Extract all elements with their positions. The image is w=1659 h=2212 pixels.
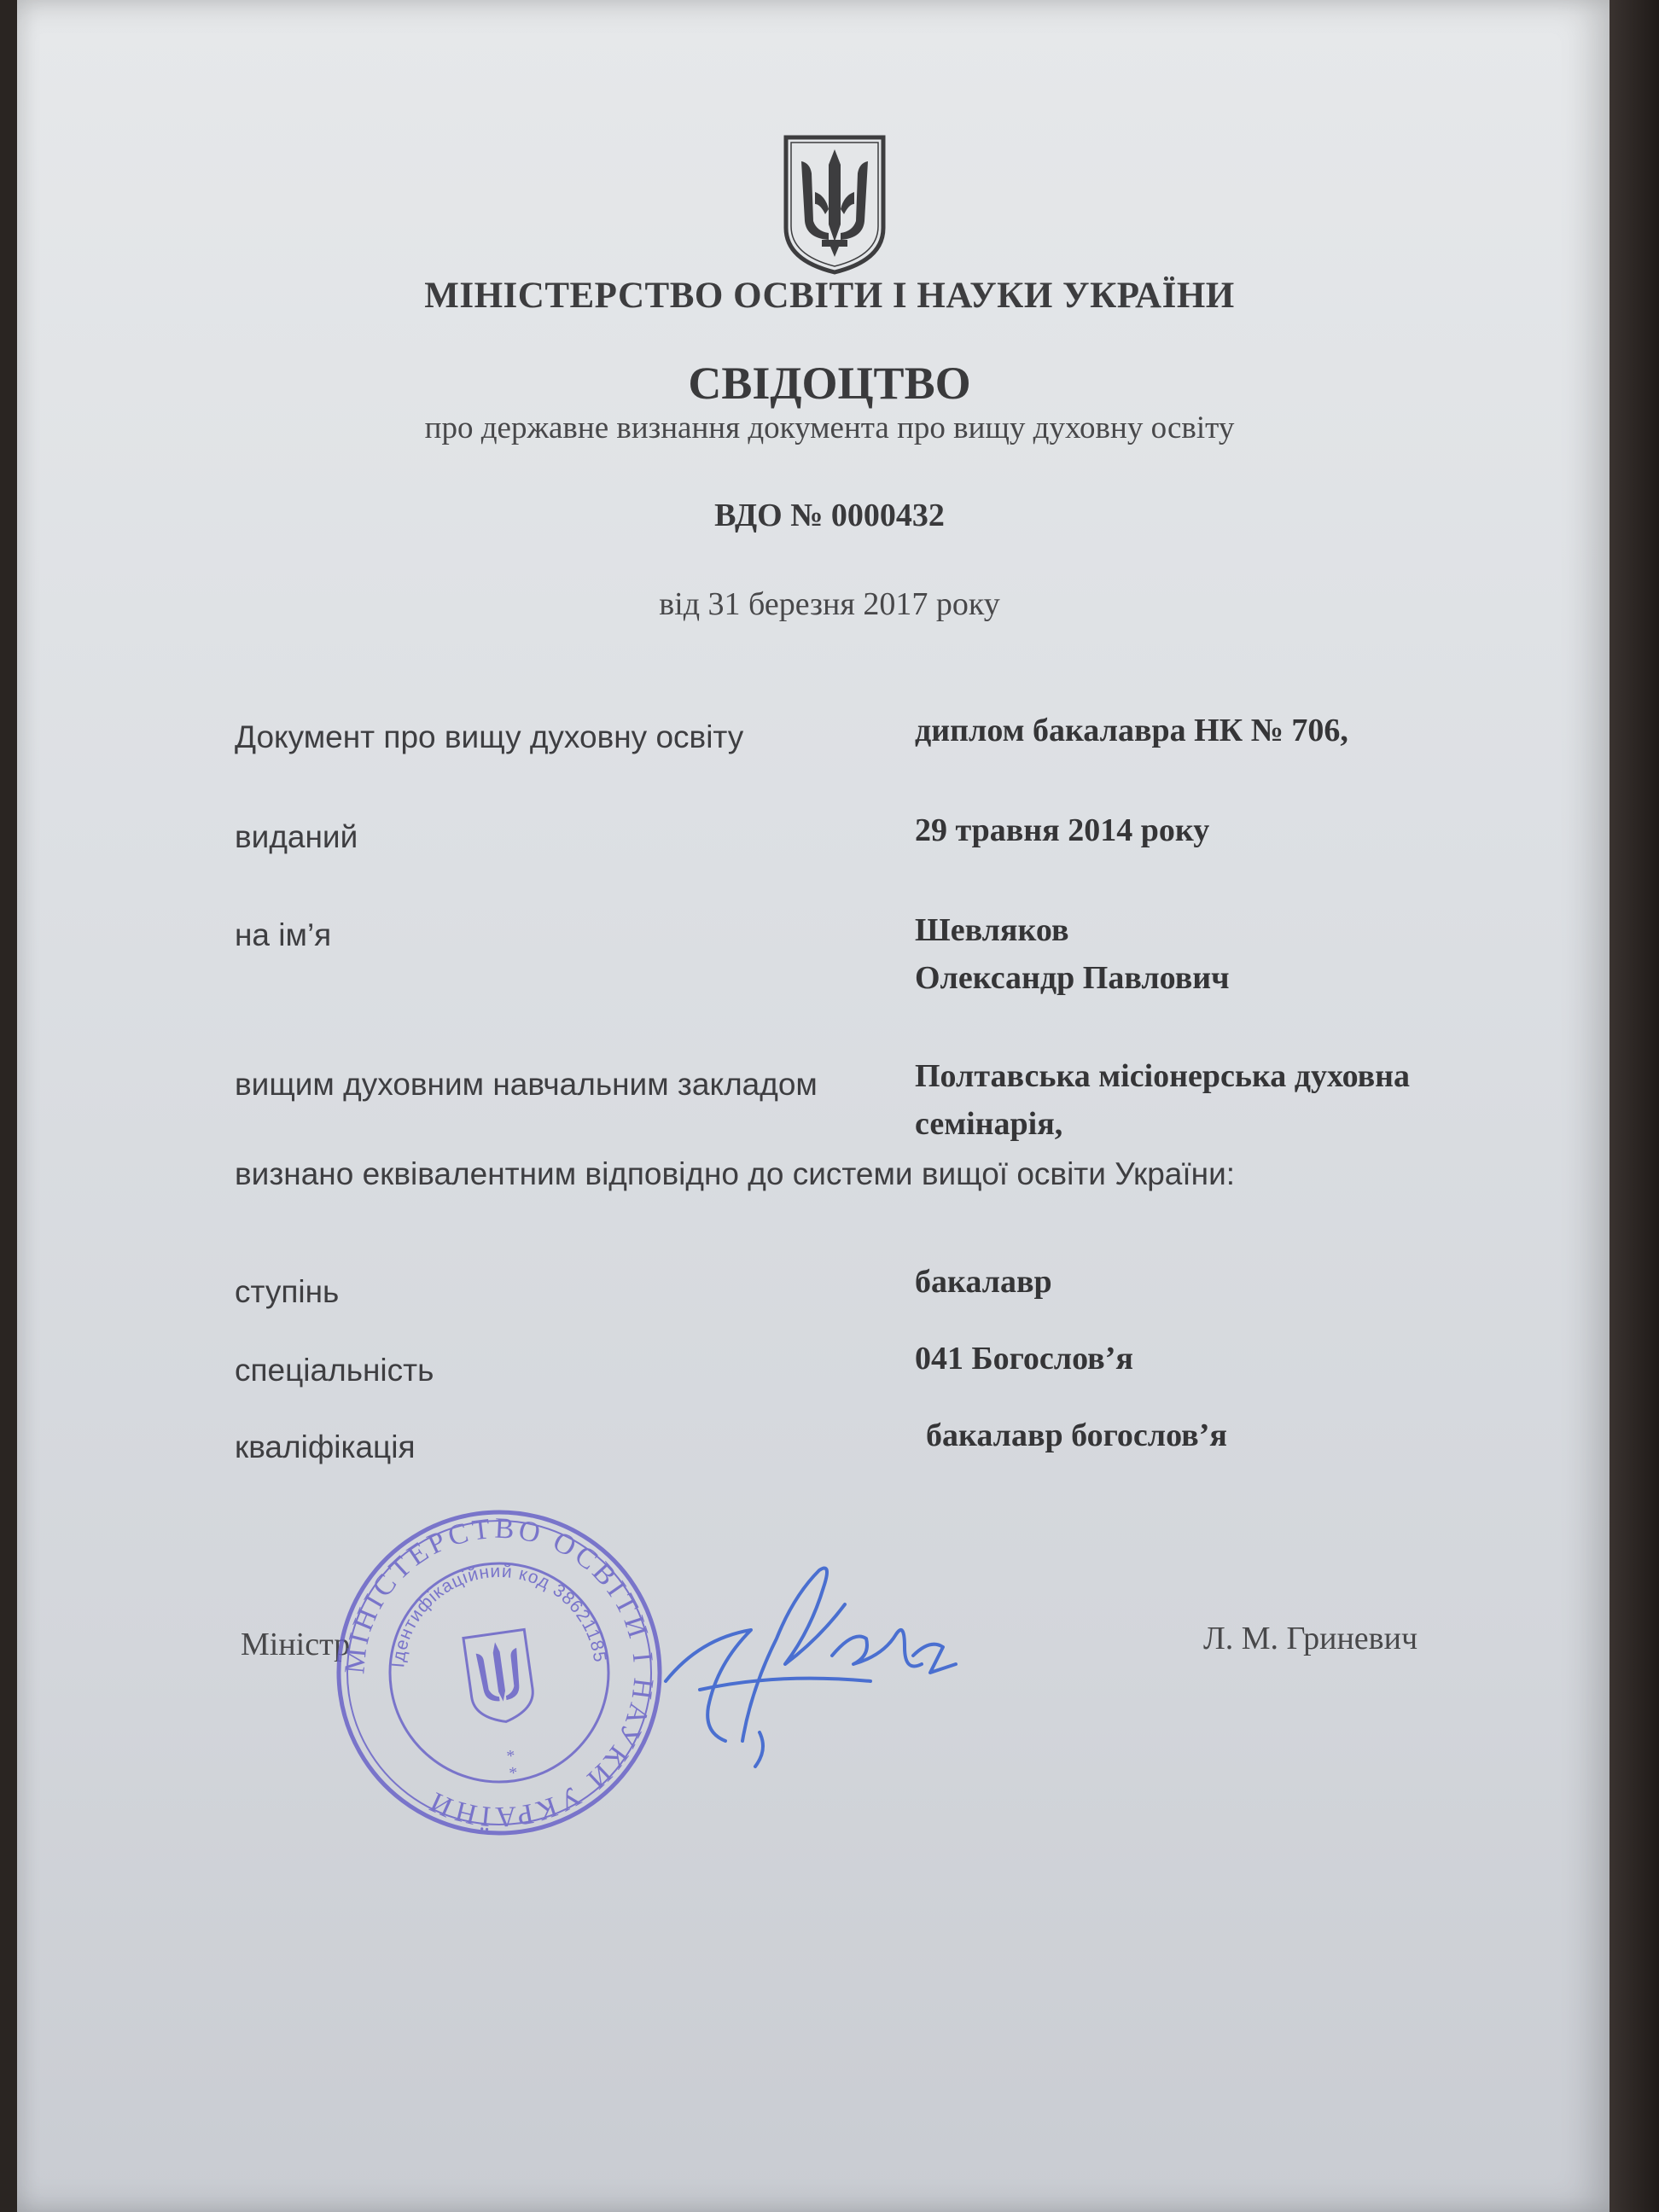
field-value-issued: 29 травня 2014 року: [915, 812, 1210, 848]
qualification-value: бакалавр богослов’я: [926, 1417, 1227, 1453]
seal-outer-text: МІНІСТЕРСТВО ОСВІТИ І НАУКИ УКРАЇНИ: [339, 1512, 660, 1833]
document-number: ВДО № 0000432: [714, 498, 945, 533]
field-value-institution: [915, 1052, 1410, 1148]
surname: Шевляков: [915, 912, 1069, 948]
degree-label: ступінь: [235, 1274, 340, 1309]
recognized-statement: визнано еквівалентним відповідно до системи вищої освіти України:: [235, 1156, 1236, 1191]
field-label-name: на ім’я: [235, 917, 332, 952]
given-names: Олександр Павлович: [915, 960, 1230, 996]
official-seal-icon: [329, 1502, 670, 1843]
ministry-heading: МІНІСТЕРСТВО ОСВІТИ І НАУКИ УКРАЇНИ: [424, 276, 1235, 316]
trident-coat-of-arms-icon: [781, 132, 888, 276]
svg-text:*: *: [505, 1746, 517, 1767]
specialty-label: спеціальність: [235, 1353, 434, 1388]
specialty-value: 041 Богослов’я: [915, 1341, 1133, 1377]
field-label-institution: вищим духовним навчальним закладом: [235, 1067, 818, 1102]
field-value-name: [915, 906, 1230, 1002]
qualification-label: кваліфікація: [235, 1429, 416, 1464]
field-value-document: диплом бакалавра НК № 706,: [915, 713, 1348, 748]
seal-inner-text: Ідентифікаційний код 38621185: [388, 1561, 610, 1668]
field-label-issued: виданий: [235, 819, 358, 854]
document-subtitle: про державне визнання документа про вищу духовну освіту: [424, 410, 1235, 445]
minister-name: Л. М. Гриневич: [1203, 1621, 1418, 1656]
field-label-document: Документ про вищу духовну освіту: [235, 719, 744, 754]
document-date: від 31 березня 2017 року: [659, 586, 1000, 622]
document-title: СВІДОЦТВО: [688, 358, 971, 409]
institution-line-1: Полтавська місіонерська духовна: [915, 1058, 1411, 1094]
institution-line-2: семінарія,: [915, 1106, 1063, 1142]
minister-title: Міністр: [241, 1627, 351, 1662]
svg-text:*: *: [508, 1763, 520, 1784]
background-edge: [1610, 0, 1659, 2212]
degree-value: бакалавр: [915, 1264, 1052, 1300]
signature: [649, 1536, 973, 1775]
